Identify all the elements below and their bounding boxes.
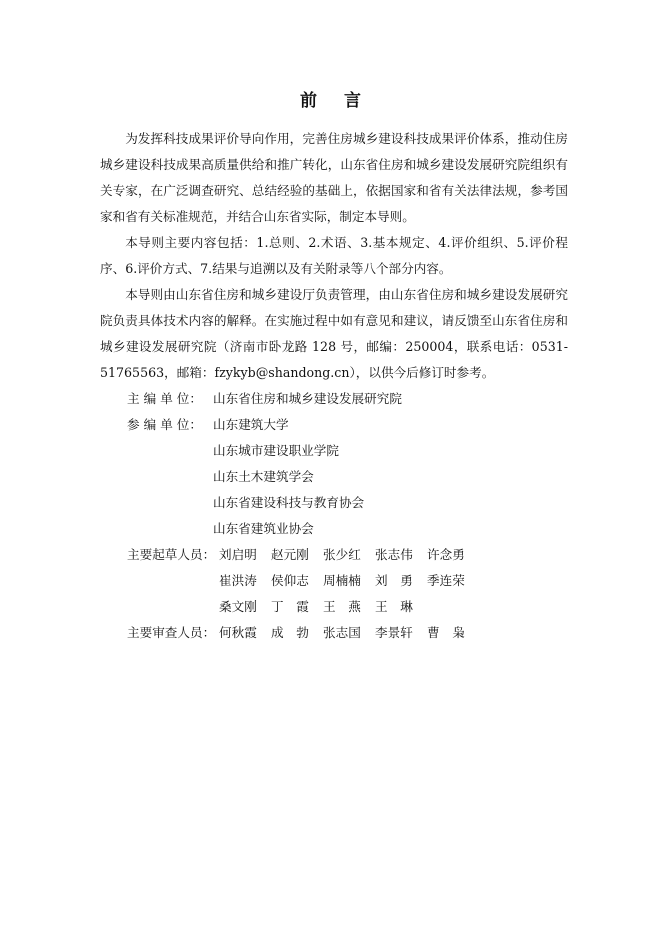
participant-unit-label: 参 编 单 位： bbox=[127, 417, 202, 432]
drafter-name: 王 琳 bbox=[375, 599, 413, 614]
participant-unit-row bbox=[100, 412, 568, 438]
title-char-2: 言 bbox=[344, 91, 362, 111]
paragraph-contents: 本导则主要内容包括：1.总则、2.术语、3.基本规定、4.评价组织、5.评价程序、6.评价方式、7.结果与追溯以及有关附录等八个部分内容。 bbox=[100, 235, 568, 276]
editor-unit-row bbox=[100, 386, 568, 412]
drafter-name: 崔洪涛 bbox=[219, 573, 257, 588]
drafter-name: 丁 霞 bbox=[271, 599, 309, 614]
drafter-name: 桑文刚 bbox=[219, 599, 257, 614]
drafter-name: 赵元刚 bbox=[271, 547, 309, 562]
drafter-name: 张志伟 bbox=[375, 547, 413, 562]
participant-org: 山东土木建筑学会 bbox=[213, 469, 314, 484]
participant-org: 山东建筑大学 bbox=[213, 417, 289, 432]
reviewer-name: 成 勃 bbox=[271, 625, 309, 640]
title-char-1: 前 bbox=[300, 91, 318, 111]
reviewer-name: 曹 枭 bbox=[427, 625, 465, 640]
participant-org: 山东省建筑业协会 bbox=[213, 521, 314, 536]
reviewer-name: 张志国 bbox=[323, 625, 361, 640]
paragraph-purpose: 为发挥科技成果评价导向作用，完善住房城乡建设科技成果评价体系，推动住房城乡建设科技成果高质量供给和推广转化，山东省住房和城乡建设发展研究院组织有关专家，在广泛调查研究、总结经验的基础上，依据国家和省有关法律法规，参考国家和省有关标准规范，并结合山东省实际，制定本导则。 bbox=[100, 131, 568, 224]
participant-org: 山东城市建设职业学院 bbox=[213, 443, 339, 458]
reviewers-row bbox=[100, 620, 568, 646]
drafter-name: 许念勇 bbox=[427, 547, 465, 562]
document-body bbox=[100, 126, 568, 646]
reviewer-name: 李景轩 bbox=[375, 625, 413, 640]
drafters-row bbox=[100, 594, 568, 620]
drafter-name: 侯仰志 bbox=[271, 573, 309, 588]
drafter-name: 刘 勇 bbox=[375, 573, 413, 588]
drafters-row bbox=[100, 568, 568, 594]
drafter-name: 周楠楠 bbox=[323, 573, 361, 588]
paragraph-management: 本导则由山东省住房和城乡建设厅负责管理，由山东省住房和城乡建设发展研究院负责具体技术内容的解释。在实施过程中如有意见和建议，请反馈至山东省住房和城乡建设发展研究院（济南市卧龙路 128 号，邮编：250004，联系电话：0531-51765563，邮箱：fzykyb@shandong.cn），以供今后修订时参考。 bbox=[100, 287, 568, 380]
editor-unit-label: 主 编 单 位： bbox=[127, 391, 202, 406]
reviewer-name: 何秋霞 bbox=[219, 625, 257, 640]
drafters-label: 主要起草人员： bbox=[127, 547, 216, 562]
drafter-name: 刘启明 bbox=[219, 547, 257, 562]
reviewers-label: 主要审查人员： bbox=[127, 625, 216, 640]
page-title bbox=[0, 86, 662, 111]
drafter-name: 张少红 bbox=[323, 547, 361, 562]
drafters-row bbox=[100, 542, 568, 568]
drafter-name: 季连荣 bbox=[427, 573, 465, 588]
drafter-name: 王 燕 bbox=[323, 599, 361, 614]
editor-unit-org: 山东省住房和城乡建设发展研究院 bbox=[213, 391, 402, 406]
participant-org: 山东省建设科技与教育协会 bbox=[213, 495, 365, 510]
